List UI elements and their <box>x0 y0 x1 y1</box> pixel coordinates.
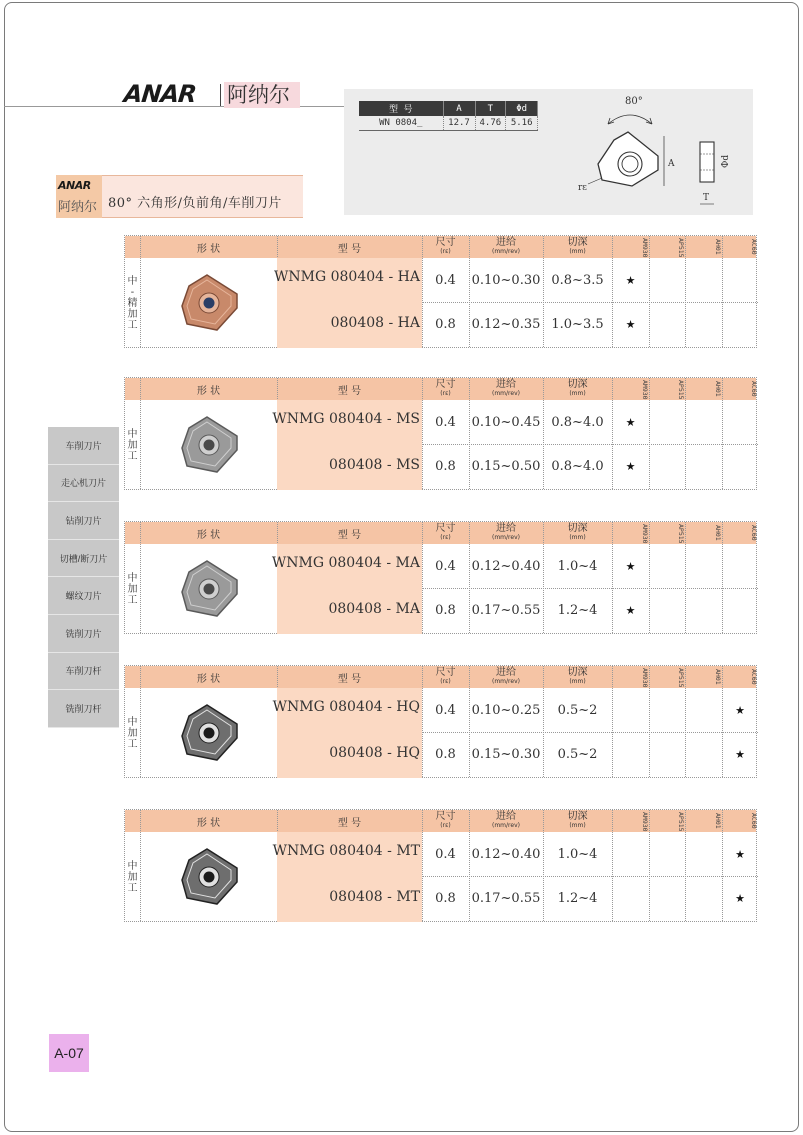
header-shape: 形 状 <box>196 817 221 829</box>
header-grade-2: AH01 <box>714 239 722 255</box>
header-depth-unit: (mm) <box>569 678 586 685</box>
series-logo-box <box>56 175 102 218</box>
header-depth-unit: (mm) <box>569 534 586 541</box>
header-depth-label: 切深 <box>567 811 588 822</box>
header-grade-3: AC60 <box>750 239 758 255</box>
model-name: 080408 - HA <box>330 315 420 331</box>
machining-char: 加 <box>127 439 138 451</box>
header-depth-label: 切深 <box>567 237 588 248</box>
availability-star: ★ <box>625 461 636 473</box>
depth-value: 0.5~2 <box>557 703 598 718</box>
model-name: 080408 - MA <box>328 601 420 617</box>
header-feed-label: 进给 <box>496 811 516 822</box>
size-value: 0.8 <box>435 459 456 474</box>
size-value: 0.4 <box>435 559 456 574</box>
row-divider <box>422 876 758 877</box>
row-divider <box>422 302 758 303</box>
insert-image <box>179 702 241 764</box>
header-feed-label: 进给 <box>496 237 516 248</box>
header-feed <box>469 378 543 400</box>
machining-char: 工 <box>127 450 138 462</box>
header-model: 型 号 <box>337 817 362 829</box>
sidenav-item-swiss-inserts[interactable]: 走心机刀片 <box>48 465 119 503</box>
header-size-label: 尺寸 <box>435 667 456 678</box>
header-feed <box>469 236 543 258</box>
table-header <box>125 378 756 400</box>
column-divider <box>649 810 650 921</box>
header-depth <box>543 810 612 832</box>
header-depth-unit: (mm) <box>569 248 586 255</box>
header-grade-2: AH01 <box>714 669 722 685</box>
availability-star: ★ <box>625 561 636 573</box>
column-divider <box>685 522 686 633</box>
product-table <box>124 235 757 348</box>
header-model: 型 号 <box>337 385 362 397</box>
header-size-unit: (rε) <box>440 534 451 541</box>
series-title-bar <box>56 175 303 218</box>
header-depth-unit: (mm) <box>569 390 586 397</box>
header-depth-label: 切深 <box>567 667 588 678</box>
header-feed <box>469 810 543 832</box>
column-divider <box>722 522 723 633</box>
insert-image-cell <box>140 544 277 634</box>
machining-char: 工 <box>127 882 138 894</box>
spec-header-d: Φd <box>506 101 538 116</box>
header-feed-label: 进给 <box>496 523 516 534</box>
size-value: 0.4 <box>435 273 456 288</box>
machining-char: 中 <box>127 716 138 728</box>
side-navigation <box>48 427 119 728</box>
sidenav-item-grooving-inserts[interactable]: 切槽/断刀片 <box>48 540 119 578</box>
header-size-unit: (rε) <box>440 822 451 829</box>
row-divider <box>422 444 758 445</box>
feed-value: 0.12~0.40 <box>471 847 541 862</box>
header-shape: 形 状 <box>196 673 221 685</box>
header-grade-3: AC60 <box>750 381 758 397</box>
sidenav-item-drilling-inserts[interactable]: 钻削刀片 <box>48 502 119 540</box>
header-grade-1: AP515 <box>677 812 685 832</box>
header-size-unit: (rε) <box>440 390 451 397</box>
header-shape: 形 状 <box>196 385 221 397</box>
header-feed-label: 进给 <box>496 667 516 678</box>
depth-value: 0.8~4.0 <box>551 415 604 430</box>
column-divider <box>649 666 650 777</box>
table-header <box>125 810 756 832</box>
header-depth-label: 切深 <box>567 379 588 390</box>
feed-value: 0.15~0.50 <box>471 459 541 474</box>
header-feed <box>469 522 543 544</box>
feed-value: 0.12~0.40 <box>471 559 541 574</box>
column-divider <box>649 522 650 633</box>
header-grade-0: AM930 <box>641 812 649 832</box>
spec-header-a: A <box>443 101 475 116</box>
size-value: 0.8 <box>435 747 456 762</box>
feed-value: 0.15~0.30 <box>471 747 541 762</box>
header-grade-0: AM930 <box>641 380 649 400</box>
diagram-corner-label: rε <box>578 183 587 193</box>
column-divider <box>612 810 613 921</box>
header-depth <box>543 666 612 688</box>
table-header <box>125 236 756 258</box>
machining-char: 加 <box>127 308 138 320</box>
sidenav-item-milling-holders[interactable]: 铣削刀杆 <box>48 690 119 728</box>
size-value: 0.4 <box>435 703 456 718</box>
machining-type <box>125 544 140 634</box>
diagram-a-label: A <box>668 159 675 169</box>
header-model: 型 号 <box>337 529 362 541</box>
header-depth-label: 切深 <box>567 523 588 534</box>
machining-char: 中 <box>127 860 138 872</box>
table-header <box>125 666 756 688</box>
size-value: 0.8 <box>435 317 456 332</box>
header-feed <box>469 666 543 688</box>
machining-char: 中 <box>127 428 138 440</box>
machining-char: 精 <box>127 297 138 309</box>
model-name: 080408 - MS <box>329 457 420 473</box>
insert-image <box>179 272 241 334</box>
machining-type <box>125 832 140 922</box>
model-name: 080408 - MT <box>329 889 420 905</box>
insert-image-cell <box>140 400 277 490</box>
model-cell <box>273 258 422 348</box>
series-logo-cn: 阿纳尔 <box>58 200 98 215</box>
column-divider <box>685 378 686 489</box>
availability-star: ★ <box>735 705 745 717</box>
header-grade-3: AC60 <box>750 525 758 541</box>
diagram-d-label: Φd <box>721 154 731 168</box>
machining-type <box>125 400 140 490</box>
insert-image-cell <box>140 258 277 348</box>
header-size-label: 尺寸 <box>435 811 456 822</box>
size-value: 0.4 <box>435 847 456 862</box>
depth-value: 0.8~3.5 <box>551 273 604 288</box>
header-model: 型 号 <box>337 673 362 685</box>
depth-value: 0.5~2 <box>557 747 598 762</box>
header-size-unit: (rε) <box>440 248 451 255</box>
spec-table <box>359 101 538 131</box>
model-name: WNMG 080404 - HA <box>273 269 420 285</box>
model-name: WNMG 080404 - MT <box>272 843 420 859</box>
product-table <box>124 665 757 778</box>
header-grade-3: AC60 <box>750 813 758 829</box>
header-grade-0: AM930 <box>641 524 649 544</box>
spec-value-model: WN 0804_ <box>359 116 443 130</box>
brand-logo: ANAR <box>122 80 198 108</box>
depth-value: 0.8~4.0 <box>551 459 604 474</box>
header-grade-1: AP515 <box>677 238 685 258</box>
availability-star: ★ <box>625 275 636 287</box>
header-grade-2: AH01 <box>714 813 722 829</box>
header-size <box>422 378 469 400</box>
feed-value: 0.10~0.30 <box>471 273 541 288</box>
header-depth <box>543 236 612 258</box>
feed-value: 0.10~0.25 <box>471 703 541 718</box>
insert-image <box>179 414 241 476</box>
column-divider <box>649 378 650 489</box>
depth-value: 1.0~4 <box>557 559 598 574</box>
insert-image-cell <box>140 688 277 778</box>
header-feed-unit: (mm/rev) <box>492 390 520 397</box>
spec-header-t: T <box>475 101 506 116</box>
sidenav-item-turning-holders[interactable]: 车削刀杆 <box>48 653 119 691</box>
header-size <box>422 810 469 832</box>
page-number: A-07 <box>49 1034 89 1072</box>
row-divider <box>422 732 758 733</box>
model-cell <box>272 688 422 778</box>
depth-value: 1.2~4 <box>557 603 598 618</box>
availability-star: ★ <box>735 849 745 861</box>
header-grade-0: AM930 <box>641 238 649 258</box>
model-name: WNMG 080404 - HQ <box>272 699 420 715</box>
insert-image <box>179 558 241 620</box>
depth-value: 1.0~3.5 <box>551 317 604 332</box>
availability-star: ★ <box>625 319 636 331</box>
feed-value: 0.12~0.35 <box>471 317 541 332</box>
header-feed-unit: (mm/rev) <box>492 678 520 685</box>
depth-value: 1.0~4 <box>557 847 598 862</box>
header-feed-unit: (mm/rev) <box>492 248 520 255</box>
model-name: WNMG 080404 - MA <box>271 555 420 571</box>
series-logo: ANAR <box>58 179 91 192</box>
machining-char: 中 <box>127 275 138 287</box>
brand-name-cn: 阿纳尔 <box>224 82 300 108</box>
header-feed-label: 进给 <box>496 379 516 390</box>
availability-star: ★ <box>735 893 745 905</box>
availability-star: ★ <box>625 417 636 429</box>
machining-char: 工 <box>127 319 138 331</box>
header-shape: 形 状 <box>196 529 221 541</box>
insert-image <box>179 846 241 908</box>
column-divider <box>685 810 686 921</box>
size-value: 0.8 <box>435 891 456 906</box>
product-table <box>124 377 757 490</box>
header-size <box>422 666 469 688</box>
sidenav-item-milling-inserts[interactable]: 铣削刀片 <box>48 615 119 653</box>
availability-star: ★ <box>735 749 745 761</box>
column-divider <box>722 378 723 489</box>
insert-dimension-diagram <box>560 92 750 212</box>
spec-value-a: 12.7 <box>443 116 475 130</box>
brand-separator <box>220 84 221 106</box>
header-grade-1: AP515 <box>677 524 685 544</box>
machining-type <box>125 688 140 778</box>
machining-char: 工 <box>127 594 138 606</box>
column-divider <box>685 666 686 777</box>
series-title-box <box>102 175 303 218</box>
model-cell <box>272 832 422 922</box>
machining-char: 工 <box>127 738 138 750</box>
sidenav-item-turning-inserts[interactable]: 车削刀片 <box>48 427 119 465</box>
header-size-unit: (rε) <box>440 678 451 685</box>
model-cell <box>272 400 422 490</box>
size-value: 0.4 <box>435 415 456 430</box>
header-grade-2: AH01 <box>714 381 722 397</box>
diagram-t-label: T <box>703 193 710 203</box>
product-table <box>124 809 757 922</box>
feed-value: 0.10~0.45 <box>471 415 541 430</box>
machining-char: 加 <box>127 583 138 595</box>
header-size-label: 尺寸 <box>435 523 456 534</box>
header-feed-unit: (mm/rev) <box>492 534 520 541</box>
column-divider <box>612 666 613 777</box>
diagram-angle-label: 80° <box>625 96 643 107</box>
model-name: 080408 - HQ <box>329 745 420 761</box>
series-title: 80° 六角形/负前角/车削刀片 <box>108 196 282 211</box>
column-divider <box>722 236 723 347</box>
header-size-label: 尺寸 <box>435 379 456 390</box>
spec-value-d: 5.16 <box>506 116 538 130</box>
table-header <box>125 522 756 544</box>
header-size-label: 尺寸 <box>435 237 456 248</box>
depth-value: 1.2~4 <box>557 891 598 906</box>
header-size <box>422 522 469 544</box>
header-model: 型 号 <box>337 243 362 255</box>
spec-header-model: 型 号 <box>359 101 443 116</box>
product-table <box>124 521 757 634</box>
size-value: 0.8 <box>435 603 456 618</box>
row-divider <box>422 588 758 589</box>
header-depth <box>543 378 612 400</box>
header-size <box>422 236 469 258</box>
model-cell <box>271 544 422 634</box>
machining-type <box>125 258 140 348</box>
column-divider <box>685 236 686 347</box>
sidenav-item-threading-inserts[interactable]: 螺纹刀片 <box>48 577 119 615</box>
header-depth <box>543 522 612 544</box>
header-depth-unit: (mm) <box>569 822 586 829</box>
feed-value: 0.17~0.55 <box>471 603 541 618</box>
header-feed-unit: (mm/rev) <box>492 822 520 829</box>
model-name: WNMG 080404 - MS <box>272 411 420 427</box>
machining-char: 加 <box>127 871 138 883</box>
insert-image-cell <box>140 832 277 922</box>
machining-char: 中 <box>127 572 138 584</box>
spec-value-t: 4.76 <box>475 116 506 130</box>
column-divider <box>649 236 650 347</box>
header-grade-0: AM930 <box>641 668 649 688</box>
machining-char: - <box>130 286 135 298</box>
machining-char: 加 <box>127 727 138 739</box>
header-grade-2: AH01 <box>714 525 722 541</box>
header-grade-1: AP515 <box>677 380 685 400</box>
availability-star: ★ <box>625 605 636 617</box>
feed-value: 0.17~0.55 <box>471 891 541 906</box>
header-grade-1: AP515 <box>677 668 685 688</box>
header-shape: 形 状 <box>196 243 221 255</box>
header-grade-3: AC60 <box>750 669 758 685</box>
